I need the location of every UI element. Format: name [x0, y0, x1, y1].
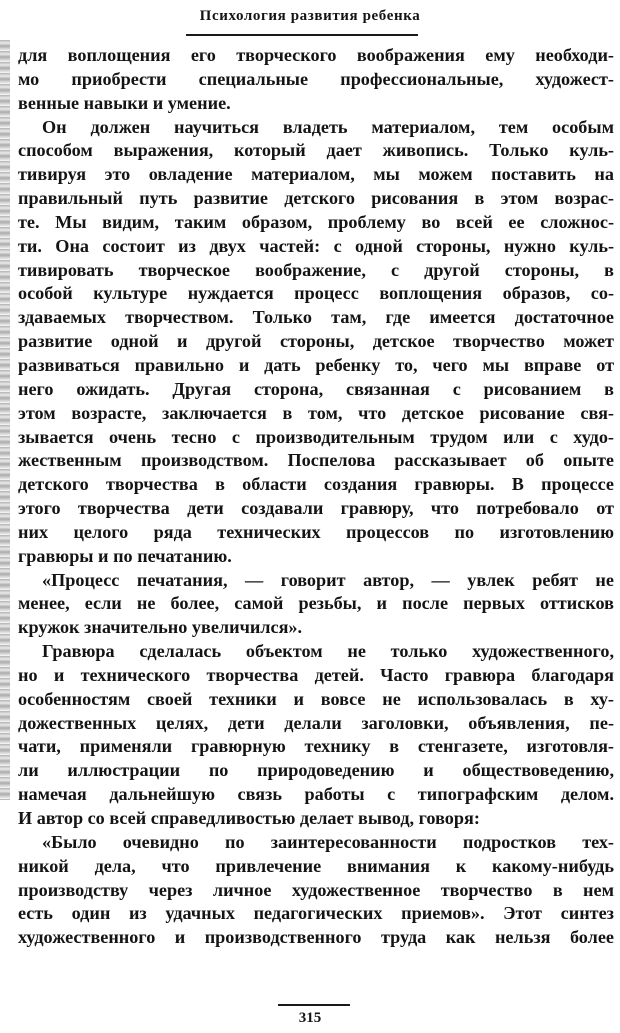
running-header: Психология развития ребенка: [199, 8, 421, 24]
text-line: способом выражения, который дает живопись. Только куль-: [18, 140, 614, 161]
text-line: чати, применяли гравюрную технику в стенгазете, изготовля-: [18, 736, 614, 757]
text-line: дожественных целях, дети делали заголовки, объявления, пе-: [18, 712, 614, 733]
text-line: намечая дальнейшую связь работы с типографским делом.: [18, 784, 614, 805]
text-line: особенностям своей техники и вовсе не использовалась в ху-: [18, 688, 614, 709]
text-line: «Процесс печатания, — говорит автор, — увлек ребят не: [42, 569, 614, 590]
text-line: те. Мы видим, таким образом, проблему во всей ее сложнос-: [18, 211, 614, 232]
text-line: для воплощения его творческого воображения ему необходи-: [18, 45, 614, 65]
page-number: 315: [298, 1010, 322, 1026]
text-line: производству через личное художественное творчество в нем: [18, 879, 614, 900]
text-line: этом возрасте, заключается в том, что детское рисование свя-: [18, 402, 614, 423]
text-line: него ожидать. Другая сторона, связанная с рисованием в: [18, 378, 614, 399]
text-line: развитие одной и другой стороны, детское творчество может: [18, 331, 614, 352]
text-line: мо приобрести специальные профессиональные, художест-: [18, 68, 614, 89]
scan-edge-shadow: [0, 40, 10, 800]
text-line: кружок значительно увеличился».: [18, 617, 303, 638]
text-line: тивируя это овладение материалом, мы можем поставить на: [18, 164, 614, 185]
text-line: этого творчества дети создавали гравюру, что потребовало от: [18, 498, 614, 519]
text-line: детского творчества в области создания гравюры. В процессе: [18, 474, 614, 495]
text-line: гравюры и по печатанию.: [18, 545, 232, 566]
text-line: развиваться правильно и дать ребенку то, чего мы вправе от: [18, 354, 614, 375]
text-line: здаваемых творчеством. Только там, где имеется достаточное: [18, 307, 614, 328]
text-line: Гравюра сделалась объектом не только художественного,: [42, 641, 614, 662]
text-line: менее, если не более, самой резьбы, и после первых оттисков: [18, 593, 614, 614]
text-line: ли иллюстрации по природоведению и обществоведению,: [18, 760, 614, 781]
footer-rule: [278, 1004, 350, 1006]
text-line: жественным производством. Поспелова рассказывает об опыте: [18, 450, 614, 471]
text-line: ти. Она состоит из двух частей: с одной стороны, нужно куль-: [18, 235, 614, 256]
text-line: «Было очевидно по заинтересованности подростков тех-: [42, 831, 614, 852]
text-line: них целого ряда технических процессов по изготовлению: [18, 521, 614, 542]
text-line: Он должен научиться владеть материалом, тем особым: [42, 116, 614, 137]
text-line: особой культуре нуждается процесс воплощения образов, со-: [18, 283, 614, 304]
text-line: тивировать творческое воображение, с другой стороны, в: [18, 259, 614, 280]
text-line: никой дела, что привлечение внимания к какому-нибудь: [18, 855, 614, 876]
text-line: художественного и производственного труда как нельзя более: [18, 927, 614, 948]
text-line: но и технического творчества детей. Часто гравюра благодаря: [18, 664, 614, 685]
text-line: И автор со всей справедливостью делает вывод, говоря:: [18, 808, 480, 828]
text-line: есть один из удачных педагогических приемов». Этот синтез: [18, 903, 614, 924]
text-line: зывается очень тесно с производительным трудом или с худо-: [18, 426, 614, 447]
header-rule: [186, 34, 418, 36]
text-line: венные навыки и умение.: [18, 92, 231, 113]
text-line: правильный путь развитие детского рисования в этом возрас-: [18, 188, 614, 209]
body-text: [18, 44, 614, 950]
